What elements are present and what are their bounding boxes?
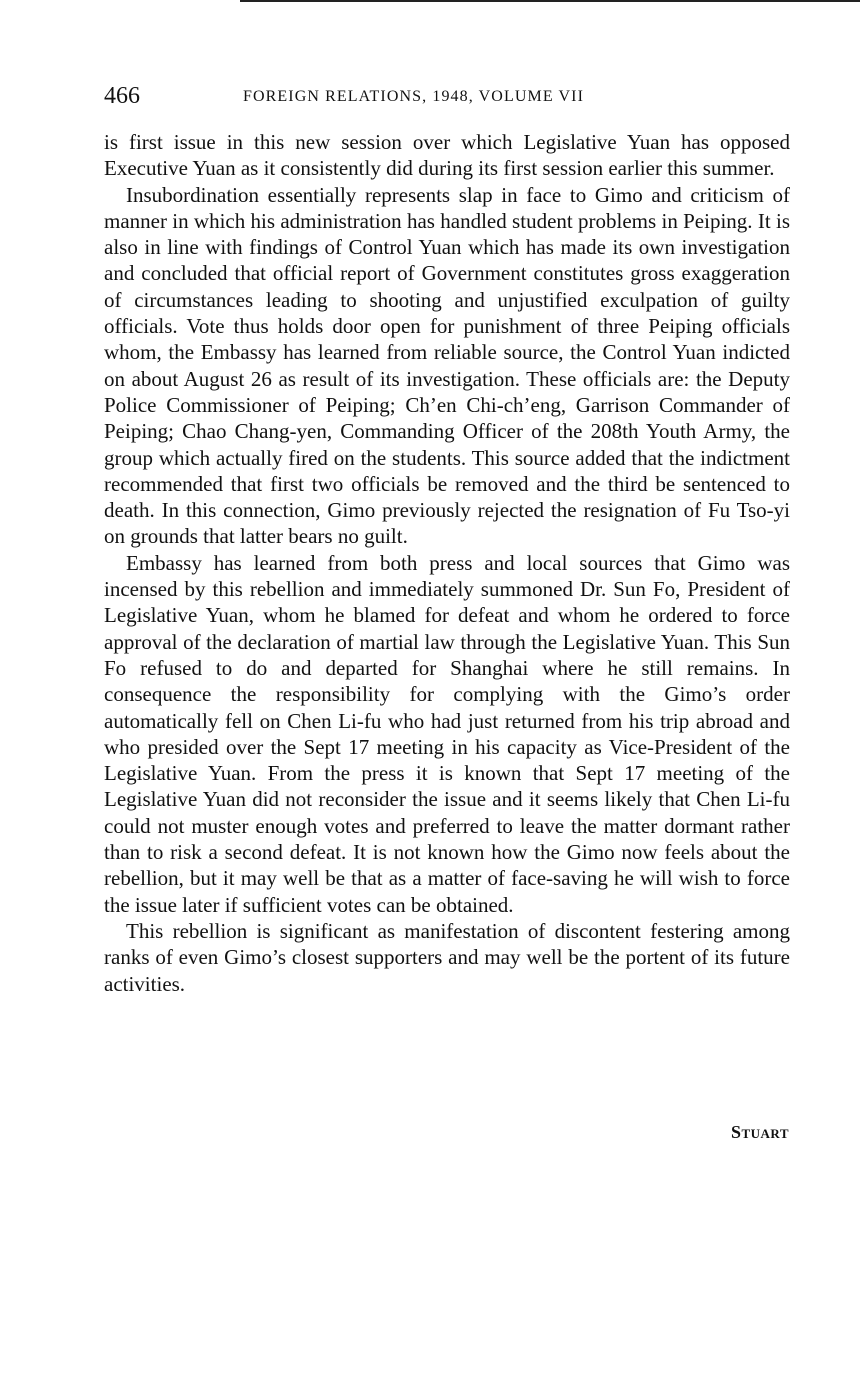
- page-header: [104, 82, 789, 112]
- paragraph-2: Insubordination essentially represents slap in face to Gimo and criticism of manner in which his administration has handled student problems in Peiping. It is also in line with findings of Control Yuan which has made its own investigation and concluded that official report of Government constitutes gross exaggeration of circumstances leading to shooting and unjustified exculpation of guilty officials. Vote thus holds door open for punishment of three Peiping officials whom, the Embassy has learned from reliable source, the Control Yuan indicted on about August 26 as result of its investigation. These officials are: the Deputy Police Commissioner of Peiping; Ch’en Chi-ch’eng, Garrison Commander of Peiping; Chao Chang-yen, Commanding Officer of the 208th Youth Army, the group which actually fired on the students. This source added that the indictment recommended that first two officials be removed and the third be sentenced to death. In this connection, Gimo previously rejected the resignation of Fu Tso-yi on grounds that latter bears no guilt.: [104, 182, 790, 549]
- paragraph-4: This rebellion is significant as manifestation of discontent festering among ranks of even Gimo’s closest supporters and may well be the portent of its future activities.: [104, 918, 790, 996]
- paragraph-1: is first issue in this new session over which Legislative Yuan has opposed Executive Yuan as it consistently did during its first session earlier this summer.: [104, 130, 790, 181]
- top-rule: [240, 0, 860, 2]
- signature: Stuart: [730, 1122, 789, 1142]
- paragraph-3: Embassy has learned from both press and local sources that Gimo was incensed by this rebellion and immediately summoned Dr. Sun Fo, President of Legislative Yuan, whom he blamed for defeat and whom he ordered to force approval of the declaration of martial law through the Legislative Yuan. This Sun Fo refused to do and departed for Shanghai where he still remains. In consequence the responsibility for complying with the Gimo’s order automatically fell on Chen Li-fu who had just returned from his trip abroad and who presided over the Sept 17 meeting in his capacity as Vice-President of the Legislative Yuan. From the press it is known that Sept 17 meeting of the Legislative Yuan did not reconsider the issue and it seems likely that Chen Li-fu could not muster enough votes and preferred to leave the matter dormant rather than to risk a second defeat. It is not known how the Gimo now feels about the rebellion, but it may well be that as a matter of face-saving he will wish to force the issue later if sufficient votes can be obtained.: [104, 550, 790, 917]
- running-head: FOREIGN RELATIONS, 1948, VOLUME VII: [243, 88, 585, 105]
- body-text: [104, 129, 790, 997]
- page-number: 466: [104, 83, 140, 109]
